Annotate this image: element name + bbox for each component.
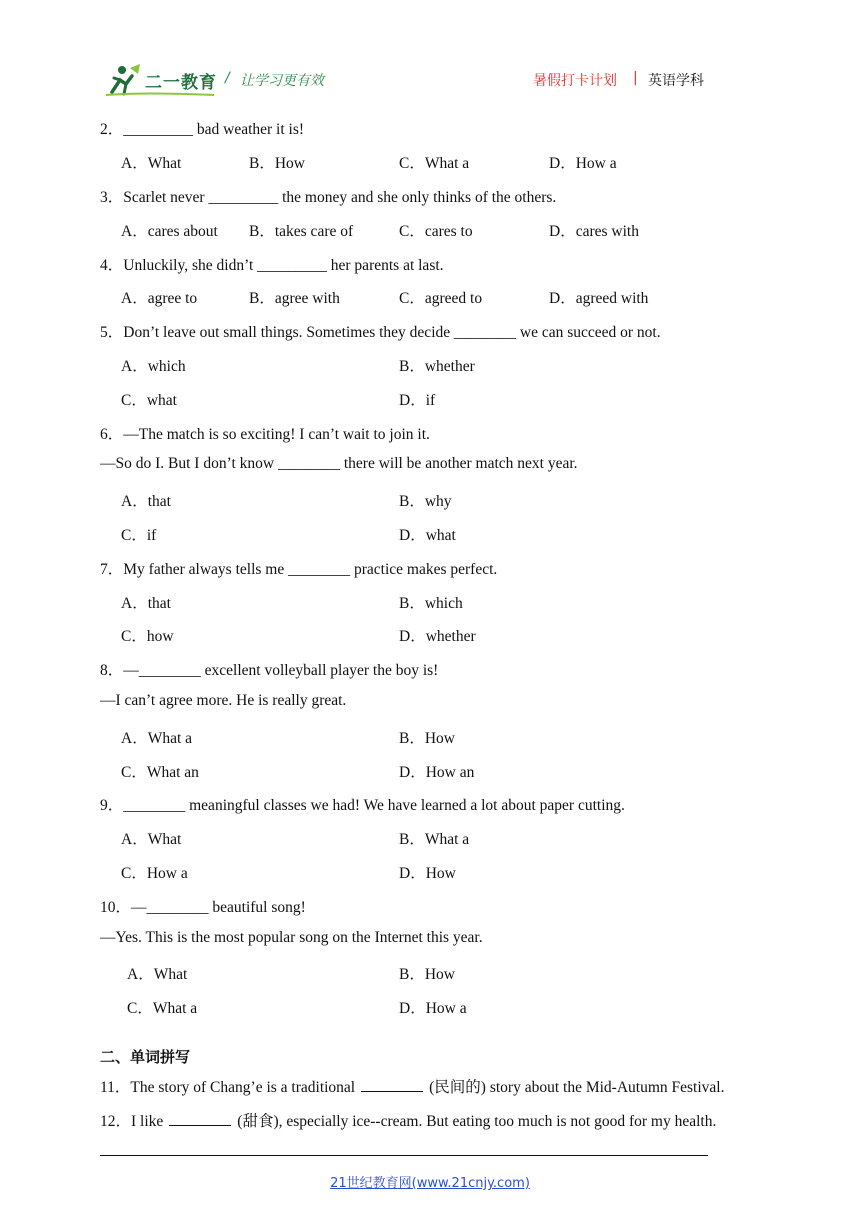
option-c: C．What a — [399, 155, 470, 172]
question-stem: 9．________ meaningful classes we had! We have learned a lot about paper cutting. — [100, 797, 625, 814]
question-stem: 2．_________ bad weather it is! — [100, 121, 305, 138]
option-b: B．whether — [399, 358, 475, 375]
option-d: D．cares with — [549, 223, 639, 240]
option-b: B．agree with — [249, 290, 340, 307]
question-stem: 4．Unluckily, she didn’t _________ her parents at last. — [100, 257, 444, 274]
question-11-end: (民间的) story about the Mid-Autumn Festival. — [429, 1079, 725, 1096]
answer-blank — [169, 1111, 231, 1126]
option-a: A．What — [121, 155, 182, 172]
brand-name: 二一教育 — [145, 73, 217, 93]
option-a: A．cares about — [121, 223, 218, 240]
option-b: B．What a — [399, 831, 470, 848]
question-11-start: 11．The story of Chang’e is a traditional — [100, 1079, 356, 1096]
option-a: A．that — [121, 493, 171, 510]
question-12-end: (甜食), especially ice--cream. But eating too much is not good for my health. — [237, 1113, 717, 1130]
option-a: A．What — [127, 966, 188, 983]
option-c: C．what — [121, 392, 177, 409]
option-d: D．whether — [399, 628, 476, 645]
option-d: D．How a — [399, 1000, 467, 1017]
option-c: C．What an — [121, 764, 199, 781]
option-a: A．which — [121, 358, 186, 375]
slogan: 让学习更有效 — [240, 73, 324, 89]
option-d: D．How a — [549, 155, 617, 172]
question-stem: 6．—The match is so exciting! I can’t wait to join it. — [100, 426, 430, 443]
question-12 — [100, 1109, 716, 1131]
option-a: A．agree to — [121, 290, 198, 307]
section-title: 二、单词拼写 — [100, 1048, 191, 1066]
subject-label: 英语学科 — [648, 73, 704, 89]
page-header — [0, 0, 860, 110]
option-b: B．How — [399, 966, 455, 983]
option-b: B．which — [399, 595, 463, 612]
question-stem: 8．—________ excellent volleyball player the boy is! — [100, 662, 439, 679]
option-c: C．agreed to — [399, 290, 483, 307]
footer-rule — [100, 1155, 708, 1156]
question-stem: 5．Don’t leave out small things. Sometimes they decide ________ we can succeed or not. — [100, 324, 661, 341]
option-c: C．How a — [121, 865, 188, 882]
header-divider: | — [633, 70, 638, 86]
answer-blank — [361, 1077, 423, 1092]
option-b: B．How — [399, 730, 455, 747]
option-b: B．How — [249, 155, 305, 172]
slogan-separator: / — [225, 70, 230, 86]
option-d: D．How — [399, 865, 456, 882]
option-d: D．agreed with — [549, 290, 649, 307]
option-a: A．What a — [121, 730, 193, 747]
question-stem: 3．Scarlet never _________ the money and she only thinks of the others. — [100, 189, 557, 206]
option-b: B．why — [399, 493, 452, 510]
plan-title: 暑假打卡计划 — [533, 73, 617, 89]
question-stem: 7．My father always tells me ________ practice makes perfect. — [100, 561, 498, 578]
question-reply: —I can’t agree more. He is really great. — [100, 692, 347, 709]
option-d: D．How an — [399, 764, 475, 781]
footer-link[interactable]: 21世纪教育网(www.21cnjy.com) — [330, 1176, 530, 1191]
question-reply: —So do I. But I don’t know ________ there will be another match next year. — [100, 455, 578, 472]
option-c: C．if — [121, 527, 157, 544]
question-11 — [100, 1075, 724, 1097]
option-c: C．how — [121, 628, 174, 645]
question-12-start: 12．I like — [100, 1113, 164, 1130]
option-c: C．What a — [127, 1000, 198, 1017]
option-b: B．takes care of — [249, 223, 354, 240]
option-c: C．cares to — [399, 223, 473, 240]
question-reply: —Yes. This is the most popular song on the Internet this year. — [100, 929, 483, 946]
option-d: D．if — [399, 392, 436, 409]
option-d: D．what — [399, 527, 456, 544]
question-stem: 10．—________ beautiful song! — [100, 899, 306, 916]
option-a: A．that — [121, 595, 171, 612]
option-a: A．What — [121, 831, 182, 848]
